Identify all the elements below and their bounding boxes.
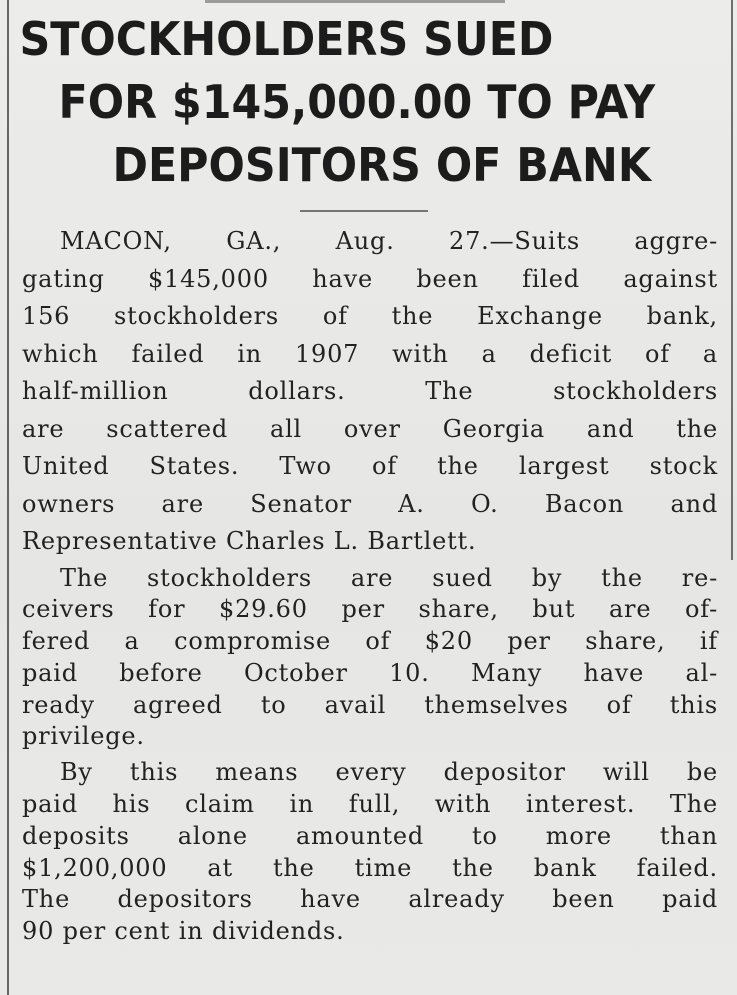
paragraph-1 (22, 223, 718, 561)
text-line: 156 stockholders of the Exchange bank, (22, 302, 718, 330)
text-line: half-million dollars. The stockholders (22, 377, 718, 405)
text-line: United States. Two of the largest stock (22, 452, 718, 480)
text-line: which failed in 1907 with a deficit of a (22, 339, 718, 368)
text-line: The depositors have already been paid (22, 885, 718, 914)
paragraph-2 (22, 563, 718, 754)
text-line: deposits alone amounted to more than (22, 821, 718, 850)
text-line: paid his claim in full, with interest. The (22, 790, 718, 819)
text-line: Representative Charles L. Bartlett. (22, 527, 477, 555)
top-rule (205, 0, 505, 3)
article-body (22, 223, 718, 948)
column-rule-left (7, 0, 9, 995)
text-line: gating $145,000 have been filed against (22, 264, 718, 293)
headline-divider (300, 210, 428, 212)
text-line: ceivers for $29.60 per share, but are of- (22, 595, 718, 624)
text-line: ready agreed to avail themselves of this (22, 690, 718, 719)
headline-line-2: FOR $145,000.00 TO PAY (58, 75, 656, 129)
headline-line-3: DEPOSITORS OF BANK (112, 138, 651, 192)
headline-line-1: STOCKHOLDERS SUED (19, 12, 554, 66)
text-line: 90 per cent in dividends. (22, 917, 345, 946)
paragraph-3 (22, 757, 718, 948)
text-line: MACON, GA., Aug. 27.—Suits aggre- (60, 227, 718, 255)
column-rule-right (731, 0, 733, 560)
text-line: $1,200,000 at the time the bank failed. (22, 853, 718, 882)
text-line: The stockholders are sued by the re- (60, 563, 718, 592)
text-line: fered a compromise of $20 per share, if (22, 627, 718, 656)
text-line: paid before October 10. Many have al- (22, 658, 718, 687)
text-line: privilege. (22, 722, 145, 751)
text-line: owners are Senator A. O. Bacon and (22, 489, 718, 518)
text-line: are scattered all over Georgia and the (22, 414, 718, 443)
headline (12, 8, 677, 197)
text-line: By this means every depositor will be (60, 758, 718, 787)
